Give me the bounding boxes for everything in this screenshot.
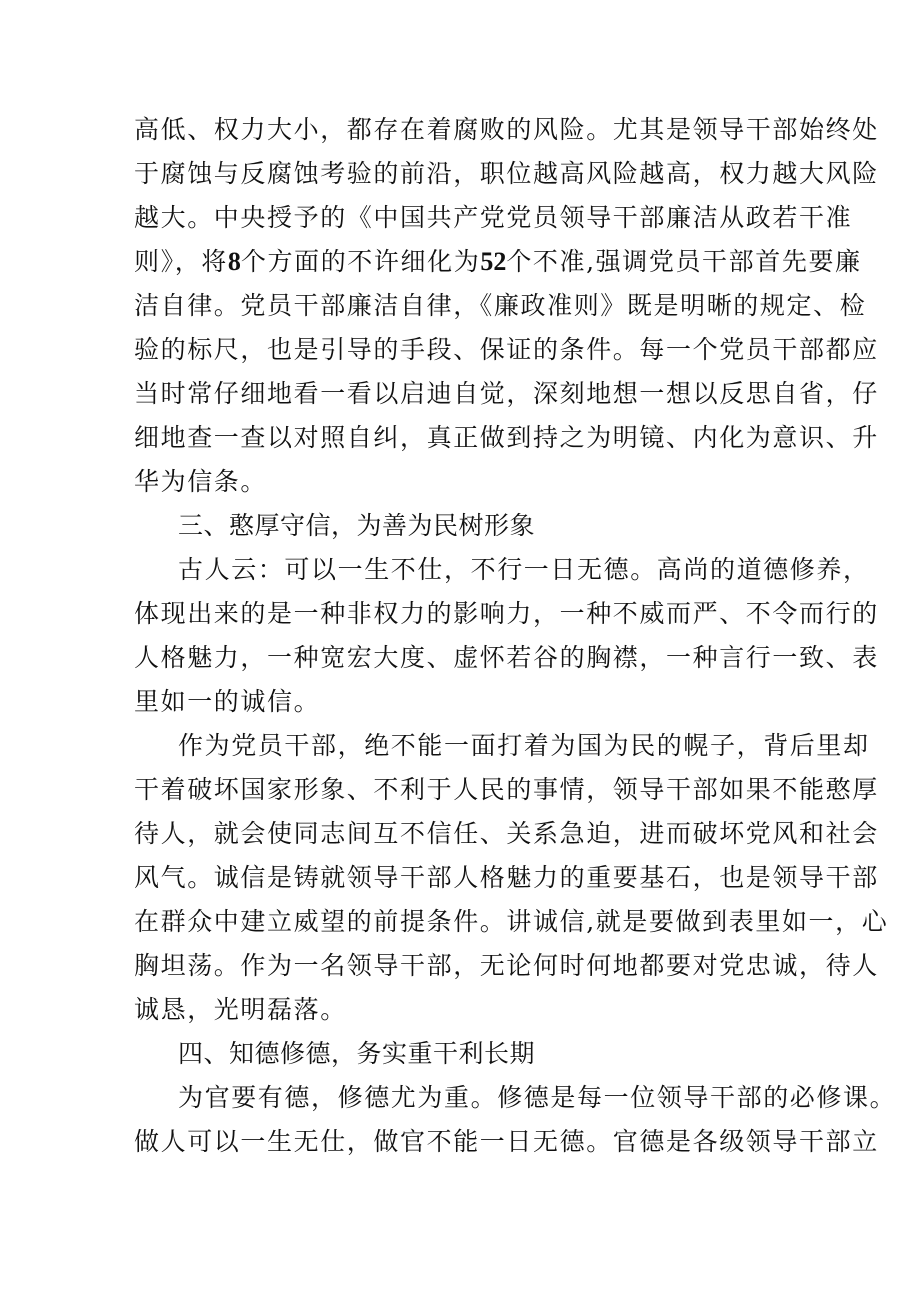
paragraph-line: 高低、权力大小，都存在着腐败的风险。尤其是领导干部始终处 (134, 115, 879, 144)
paragraph-line: 人格魅力，一种宽宏大度、虚怀若谷的胸襟，一种言行一致、表 (134, 643, 879, 672)
paragraph-line: 当时常仔细地看一看以启迪自觉，深刻地想一想以反思自省，仔 (134, 379, 879, 408)
paragraph-line: 越大。中央授予的《中国共产党党员领导干部廉洁从政若干准 (134, 203, 853, 232)
section-heading-4: 四、知德修德，务实重干利长期 (178, 1039, 536, 1068)
paragraph-line: 为官要有德，修德尤为重。修德是每一位领导干部的必修课。 (178, 1083, 897, 1112)
paragraph-line: 干着破坏国家形象、不利于人民的事情，领导干部如果不能憨厚 (134, 775, 879, 804)
paragraph-line: 胸坦荡。作为一名领导干部，无论何时何地都要对党忠诚，待人 (134, 951, 879, 980)
number-52: 52 (480, 247, 507, 276)
paragraph-line: 华为信条。 (134, 467, 268, 496)
paragraph-line: 做人可以一生无仕，做官不能一日无德。官德是各级领导干部立 (134, 1127, 879, 1156)
paragraph-line: 体现出来的是一种非权力的影响力，一种不威而严、不令而行的 (134, 599, 879, 628)
paragraph-line: 洁自律。党员干部廉洁自律，《廉政准则》既是明晰的规定、检 (134, 291, 867, 320)
paragraph-line: 里如一的诚信。 (134, 687, 321, 716)
paragraph-line: 验的标尺，也是引导的手段、保证的条件。每一个党员干部都应 (134, 335, 879, 364)
paragraph-line: 古人云：可以一生不仕，不行一日无德。高尚的道德修养， (178, 555, 870, 584)
text-fragment: 则》，将 (134, 247, 228, 276)
number-8: 8 (227, 247, 241, 276)
section-heading-3: 三、憨厚守信，为善为民树形象 (178, 511, 536, 540)
text-fragment: 个方面的不许细化为 (240, 247, 481, 276)
text-fragment: 个不准,强调党员干部首先要廉 (506, 247, 862, 276)
paragraph-line: 细地查一查以对照自纠，真正做到持之为明镜、内化为意识、升 (134, 423, 879, 452)
paragraph-line: 待人，就会使同志间互不信任、关系急迫，进而破坏党风和社会 (134, 819, 879, 848)
paragraph-line: 诚恳，光明磊落。 (134, 995, 347, 1024)
paragraph-line: 在群众中建立威望的前提条件。讲诚信,就是要做到表里如一，心 (134, 907, 889, 936)
paragraph-line: 风气。诚信是铸就领导干部人格魅力的重要基石，也是领导干部 (134, 863, 879, 892)
paragraph-line: 于腐蚀与反腐蚀考验的前沿，职位越高风险越高，权力越大风险 (134, 159, 879, 188)
paragraph-line (134, 244, 862, 280)
paragraph-line: 作为党员干部，绝不能一面打着为国为民的幌子，背后里却 (178, 731, 870, 760)
